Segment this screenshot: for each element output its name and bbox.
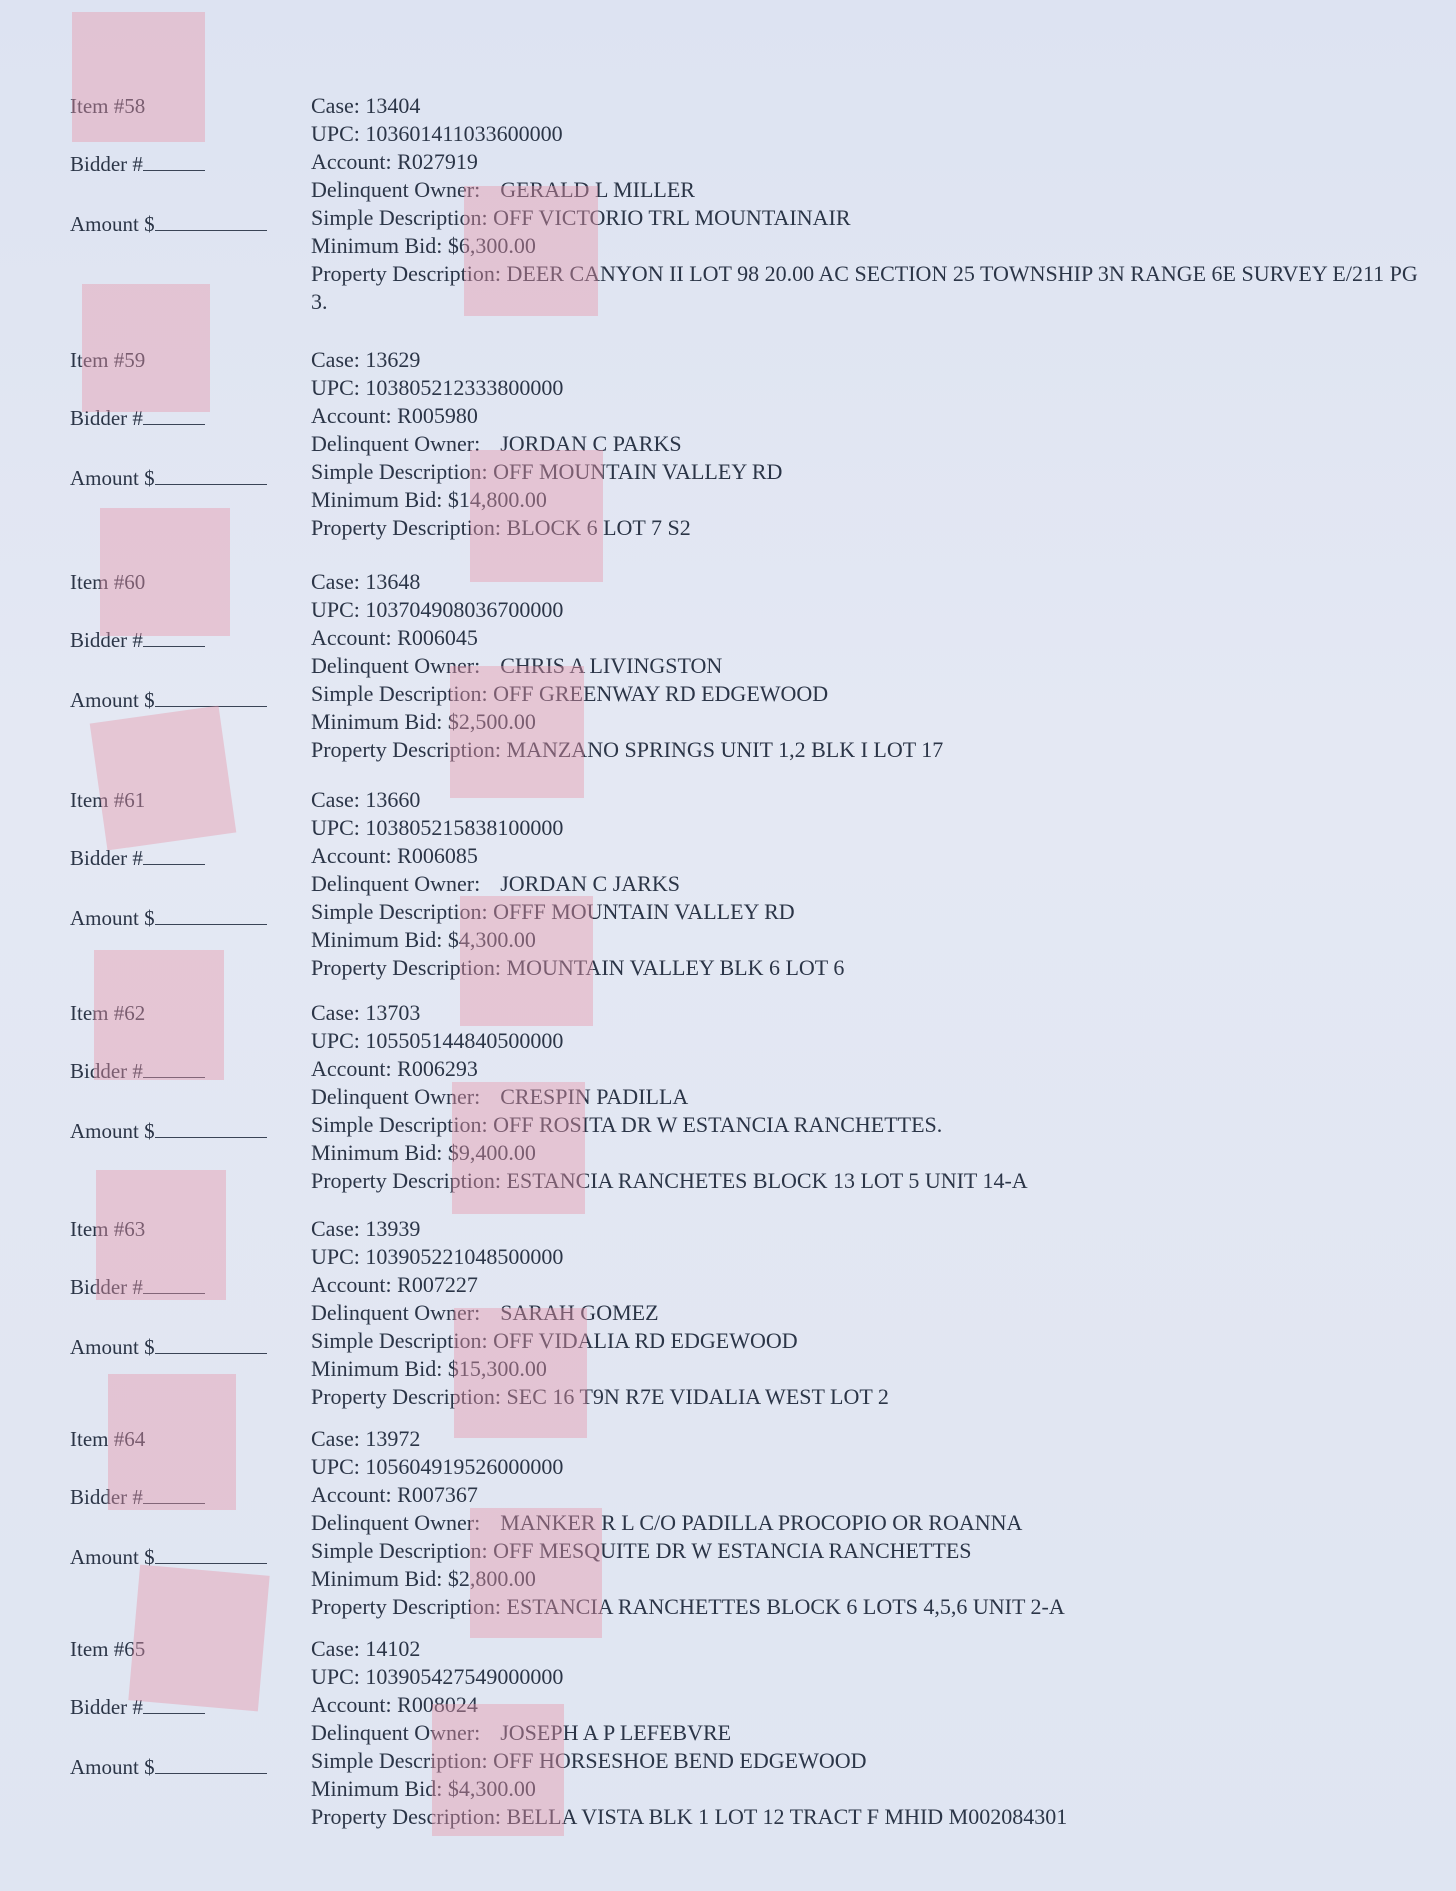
minimum-bid-label: Minimum Bid: xyxy=(311,1566,443,1591)
owner-label: Delinquent Owner: xyxy=(311,1510,481,1535)
simple-description-value: OFFF MOUNTAIN VALLEY RD xyxy=(493,899,795,924)
simple-description-label: Simple Description: xyxy=(311,899,488,924)
case-value: 13648 xyxy=(365,569,421,594)
owner-row xyxy=(311,1083,1431,1111)
case-row xyxy=(311,786,1431,814)
owner-value: JORDAN C PARKS xyxy=(500,431,682,456)
case-label: Case: xyxy=(311,1636,360,1661)
account-value: R006045 xyxy=(397,625,478,650)
simple-description-label: Simple Description: xyxy=(311,1538,488,1563)
simple-description-value: OFF VIDALIA RD EDGEWOOD xyxy=(493,1328,798,1353)
highlight-box xyxy=(72,12,205,142)
case-label: Case: xyxy=(311,1000,360,1025)
account-value: R005980 xyxy=(397,403,478,428)
bidder-blank-line[interactable] xyxy=(143,1695,205,1714)
simple-description-label: Simple Description: xyxy=(311,459,488,484)
property-description-label: Property Description: xyxy=(311,1384,502,1409)
item-details xyxy=(311,1215,1431,1411)
account-row xyxy=(311,402,1431,430)
upc-label: UPC: xyxy=(311,1454,360,1479)
property-description-value: BLOCK 6 LOT 7 S2 xyxy=(506,515,691,540)
bidder-blank-line[interactable] xyxy=(143,1059,205,1078)
account-label: Account: xyxy=(311,625,392,650)
amount-label: Amount $ xyxy=(70,1119,155,1143)
upc-value: 103905427549000000 xyxy=(365,1664,564,1689)
upc-value: 103601411033600000 xyxy=(365,121,563,146)
bidder-number-field[interactable] xyxy=(70,1273,205,1301)
account-label: Account: xyxy=(311,1482,392,1507)
item-number: Item #61 xyxy=(70,788,146,812)
property-description-label: Property Description: xyxy=(311,1168,502,1193)
account-label: Account: xyxy=(311,843,392,868)
minimum-bid-row xyxy=(311,708,1431,736)
property-description-row xyxy=(311,1803,1431,1831)
account-value: R008024 xyxy=(397,1692,478,1717)
upc-label: UPC: xyxy=(311,1664,360,1689)
item-details xyxy=(311,999,1431,1195)
amount-label: Amount $ xyxy=(70,212,155,236)
item-details xyxy=(311,568,1431,764)
amount-field[interactable] xyxy=(70,1117,267,1145)
owner-value: CHRIS A LIVINGSTON xyxy=(500,653,723,678)
upc-row xyxy=(311,596,1431,624)
amount-blank-line[interactable] xyxy=(155,1545,267,1564)
bidder-label: Bidder # xyxy=(70,846,143,870)
upc-value: 103805212333800000 xyxy=(365,375,564,400)
account-row xyxy=(311,1691,1431,1719)
bidder-label: Bidder # xyxy=(70,628,143,652)
case-value: 13660 xyxy=(365,787,421,812)
account-row xyxy=(311,148,1431,176)
minimum-bid-row xyxy=(311,486,1431,514)
amount-field[interactable] xyxy=(70,686,267,714)
property-description-label: Property Description: xyxy=(311,261,502,286)
case-row xyxy=(311,999,1431,1027)
upc-label: UPC: xyxy=(311,1028,360,1053)
minimum-bid-label: Minimum Bid: xyxy=(311,1776,443,1801)
bidder-label: Bidder # xyxy=(70,152,143,176)
amount-field[interactable] xyxy=(70,1333,267,1361)
simple-description-row xyxy=(311,898,1431,926)
account-label: Account: xyxy=(311,403,392,428)
minimum-bid-value: $6,300.00 xyxy=(447,233,536,258)
item-number: Item #63 xyxy=(70,1217,146,1241)
minimum-bid-label: Minimum Bid: xyxy=(311,709,443,734)
bidder-label: Bidder # xyxy=(70,1275,143,1299)
bidder-blank-line[interactable] xyxy=(143,1485,205,1504)
amount-field[interactable] xyxy=(70,210,267,238)
amount-label: Amount $ xyxy=(70,466,155,490)
minimum-bid-row xyxy=(311,926,1431,954)
minimum-bid-value: $15,300.00 xyxy=(447,1356,547,1381)
simple-description-row xyxy=(311,680,1431,708)
account-row xyxy=(311,842,1431,870)
case-value: 13703 xyxy=(365,1000,421,1025)
item-details xyxy=(311,1635,1431,1831)
item-number: Item #58 xyxy=(70,94,146,118)
simple-description-label: Simple Description: xyxy=(311,1328,488,1353)
minimum-bid-row xyxy=(311,232,1431,260)
item-number: Item #59 xyxy=(70,348,146,372)
owner-value: MANKER R L C/O PADILLA PROCOPIO OR ROANNA xyxy=(500,1510,1023,1535)
upc-row xyxy=(311,814,1431,842)
owner-row xyxy=(311,1509,1431,1537)
upc-row xyxy=(311,1243,1431,1271)
upc-label: UPC: xyxy=(311,375,360,400)
minimum-bid-label: Minimum Bid: xyxy=(311,927,443,952)
owner-row xyxy=(311,430,1431,458)
item-number: Item #60 xyxy=(70,570,146,594)
upc-row xyxy=(311,1453,1431,1481)
upc-row xyxy=(311,374,1431,402)
upc-row xyxy=(311,1663,1431,1691)
account-row xyxy=(311,1481,1431,1509)
case-value: 14102 xyxy=(365,1636,421,1661)
amount-field[interactable] xyxy=(70,1753,267,1781)
amount-label: Amount $ xyxy=(70,1335,155,1359)
property-description-row xyxy=(311,260,1431,316)
upc-label: UPC: xyxy=(311,815,360,840)
property-description-label: Property Description: xyxy=(311,737,502,762)
bidder-blank-line[interactable] xyxy=(143,152,205,171)
account-value: R006085 xyxy=(397,843,478,868)
amount-field[interactable] xyxy=(70,904,267,932)
simple-description-value: OFF MESQUITE DR W ESTANCIA RANCHETTES xyxy=(493,1538,972,1563)
case-label: Case: xyxy=(311,93,360,118)
minimum-bid-row xyxy=(311,1139,1431,1167)
owner-value: JORDAN C JARKS xyxy=(500,871,680,896)
highlight-box xyxy=(90,706,237,851)
item-details xyxy=(311,346,1431,542)
minimum-bid-row xyxy=(311,1565,1431,1593)
property-description-value: MOUNTAIN VALLEY BLK 6 LOT 6 xyxy=(506,955,845,980)
case-label: Case: xyxy=(311,787,360,812)
bidder-number-field[interactable] xyxy=(70,844,205,872)
case-label: Case: xyxy=(311,569,360,594)
owner-row xyxy=(311,870,1431,898)
item-details xyxy=(311,786,1431,982)
case-label: Case: xyxy=(311,1426,360,1451)
owner-label: Delinquent Owner: xyxy=(311,871,481,896)
bidder-blank-line[interactable] xyxy=(143,406,205,425)
owner-value: CRESPIN PADILLA xyxy=(500,1084,689,1109)
property-description-row xyxy=(311,1383,1431,1411)
case-row xyxy=(311,92,1431,120)
simple-description-label: Simple Description: xyxy=(311,1112,488,1137)
owner-label: Delinquent Owner: xyxy=(311,1084,481,1109)
property-description-value: MANZANO SPRINGS UNIT 1,2 BLK I LOT 17 xyxy=(506,737,944,762)
property-description-value: SEC 16 T9N R7E VIDALIA WEST LOT 2 xyxy=(506,1384,889,1409)
item-details xyxy=(311,92,1431,316)
account-value: R007367 xyxy=(397,1482,478,1507)
upc-value: 105505144840500000 xyxy=(365,1028,564,1053)
case-row xyxy=(311,1635,1431,1663)
account-value: R006293 xyxy=(397,1056,478,1081)
owner-row xyxy=(311,652,1431,680)
upc-label: UPC: xyxy=(311,597,360,622)
bidder-blank-line[interactable] xyxy=(143,846,205,865)
bidder-number-field[interactable] xyxy=(70,150,205,178)
property-description-value: ESTANCIA RANCHETTES BLOCK 6 LOTS 4,5,6 UNIT 2-A xyxy=(506,1594,1065,1619)
account-label: Account: xyxy=(311,1272,392,1297)
amount-field[interactable] xyxy=(70,1543,267,1571)
amount-label: Amount $ xyxy=(70,688,155,712)
property-description-value: ESTANCIA RANCHETES BLOCK 13 LOT 5 UNIT 14-A xyxy=(506,1168,1028,1193)
case-row xyxy=(311,346,1431,374)
bidder-label: Bidder # xyxy=(70,1695,143,1719)
item-number: Item #64 xyxy=(70,1427,146,1451)
property-description-row xyxy=(311,1167,1431,1195)
property-description-row xyxy=(311,954,1431,982)
amount-blank-line[interactable] xyxy=(155,1755,267,1774)
amount-field[interactable] xyxy=(70,464,267,492)
item-number: Item #62 xyxy=(70,1001,146,1025)
upc-row xyxy=(311,1027,1431,1055)
property-description-label: Property Description: xyxy=(311,1594,502,1619)
upc-label: UPC: xyxy=(311,121,360,146)
account-label: Account: xyxy=(311,1692,392,1717)
case-row xyxy=(311,1425,1431,1453)
simple-description-row xyxy=(311,204,1431,232)
owner-value: JOSEPH A P LEFEBVRE xyxy=(500,1720,732,1745)
property-description-label: Property Description: xyxy=(311,1804,502,1829)
simple-description-row xyxy=(311,1327,1431,1355)
account-row xyxy=(311,1271,1431,1299)
simple-description-row xyxy=(311,1537,1431,1565)
minimum-bid-value: $2,500.00 xyxy=(447,709,536,734)
amount-blank-line[interactable] xyxy=(155,212,267,231)
minimum-bid-label: Minimum Bid: xyxy=(311,1356,443,1381)
item-number: Item #65 xyxy=(70,1637,146,1661)
owner-label: Delinquent Owner: xyxy=(311,653,481,678)
minimum-bid-value: $9,400.00 xyxy=(447,1140,536,1165)
account-row xyxy=(311,1055,1431,1083)
case-value: 13629 xyxy=(365,347,421,372)
simple-description-value: OFF HORSESHOE BEND EDGEWOOD xyxy=(493,1748,867,1773)
minimum-bid-value: $4,300.00 xyxy=(447,1776,536,1801)
upc-value: 105604919526000000 xyxy=(365,1454,564,1479)
owner-value: SARAH GOMEZ xyxy=(500,1300,659,1325)
simple-description-label: Simple Description: xyxy=(311,205,488,230)
simple-description-value: OFF GREENWAY RD EDGEWOOD xyxy=(493,681,829,706)
bidder-number-field[interactable] xyxy=(70,1693,205,1721)
upc-label: UPC: xyxy=(311,1244,360,1269)
account-value: R027919 xyxy=(397,149,478,174)
minimum-bid-label: Minimum Bid: xyxy=(311,1140,443,1165)
upc-value: 103805215838100000 xyxy=(365,815,564,840)
highlight-box xyxy=(128,1565,269,1712)
case-value: 13972 xyxy=(365,1426,421,1451)
bidder-number-field[interactable] xyxy=(70,626,205,654)
property-description-row xyxy=(311,736,1431,764)
amount-blank-line[interactable] xyxy=(155,466,267,485)
simple-description-value: OFF MOUNTAIN VALLEY RD xyxy=(493,459,783,484)
account-label: Account: xyxy=(311,149,392,174)
minimum-bid-label: Minimum Bid: xyxy=(311,487,443,512)
minimum-bid-label: Minimum Bid: xyxy=(311,233,443,258)
case-label: Case: xyxy=(311,347,360,372)
item-details xyxy=(311,1425,1431,1621)
upc-value: 103704908036700000 xyxy=(365,597,564,622)
simple-description-label: Simple Description: xyxy=(311,681,488,706)
amount-blank-line[interactable] xyxy=(155,1119,267,1138)
upc-row xyxy=(311,120,1431,148)
simple-description-row xyxy=(311,1747,1431,1775)
minimum-bid-value: $14,800.00 xyxy=(447,487,547,512)
account-value: R007227 xyxy=(397,1272,478,1297)
case-label: Case: xyxy=(311,1216,360,1241)
case-row xyxy=(311,568,1431,596)
owner-label: Delinquent Owner: xyxy=(311,431,481,456)
bidder-label: Bidder # xyxy=(70,406,143,430)
simple-description-row xyxy=(311,458,1431,486)
bidder-blank-line[interactable] xyxy=(143,628,205,647)
property-description-value: BELLA VISTA BLK 1 LOT 12 TRACT F MHID M002084301 xyxy=(506,1804,1068,1829)
owner-label: Delinquent Owner: xyxy=(311,1720,481,1745)
simple-description-value: OFF VICTORIO TRL MOUNTAINAIR xyxy=(493,205,851,230)
property-description-row xyxy=(311,1593,1431,1621)
amount-blank-line[interactable] xyxy=(155,906,267,925)
owner-row xyxy=(311,1719,1431,1747)
owner-label: Delinquent Owner: xyxy=(311,1300,481,1325)
owner-label: Delinquent Owner: xyxy=(311,177,481,202)
minimum-bid-value: $4,300.00 xyxy=(447,927,536,952)
account-label: Account: xyxy=(311,1056,392,1081)
case-value: 13404 xyxy=(365,93,421,118)
bidder-number-field[interactable] xyxy=(70,1483,205,1511)
amount-blank-line[interactable] xyxy=(155,688,267,707)
simple-description-row xyxy=(311,1111,1431,1139)
property-description-label: Property Description: xyxy=(311,955,502,980)
property-description-row xyxy=(311,514,1431,542)
bidder-number-field[interactable] xyxy=(70,404,205,432)
bidder-label: Bidder # xyxy=(70,1059,143,1083)
bidder-label: Bidder # xyxy=(70,1485,143,1509)
case-row xyxy=(311,1215,1431,1243)
owner-row xyxy=(311,176,1431,204)
account-row xyxy=(311,624,1431,652)
amount-label: Amount $ xyxy=(70,1545,155,1569)
case-value: 13939 xyxy=(365,1216,421,1241)
amount-label: Amount $ xyxy=(70,1755,155,1779)
bidder-number-field[interactable] xyxy=(70,1057,205,1085)
owner-row xyxy=(311,1299,1431,1327)
minimum-bid-row xyxy=(311,1355,1431,1383)
bidder-blank-line[interactable] xyxy=(143,1275,205,1294)
minimum-bid-row xyxy=(311,1775,1431,1803)
upc-value: 103905221048500000 xyxy=(365,1244,564,1269)
simple-description-value: OFF ROSITA DR W ESTANCIA RANCHETTES. xyxy=(493,1112,943,1137)
owner-value: GERALD L MILLER xyxy=(500,177,695,202)
amount-blank-line[interactable] xyxy=(155,1335,267,1354)
property-description-label: Property Description: xyxy=(311,515,502,540)
minimum-bid-value: $2,800.00 xyxy=(447,1566,536,1591)
property-description-value: DEER CANYON II LOT 98 20.00 AC SECTION 25 TOWNSHIP 3N RANGE 6E SURVEY E/211 PG 3. xyxy=(311,261,1418,314)
simple-description-label: Simple Description: xyxy=(311,1748,488,1773)
amount-label: Amount $ xyxy=(70,906,155,930)
